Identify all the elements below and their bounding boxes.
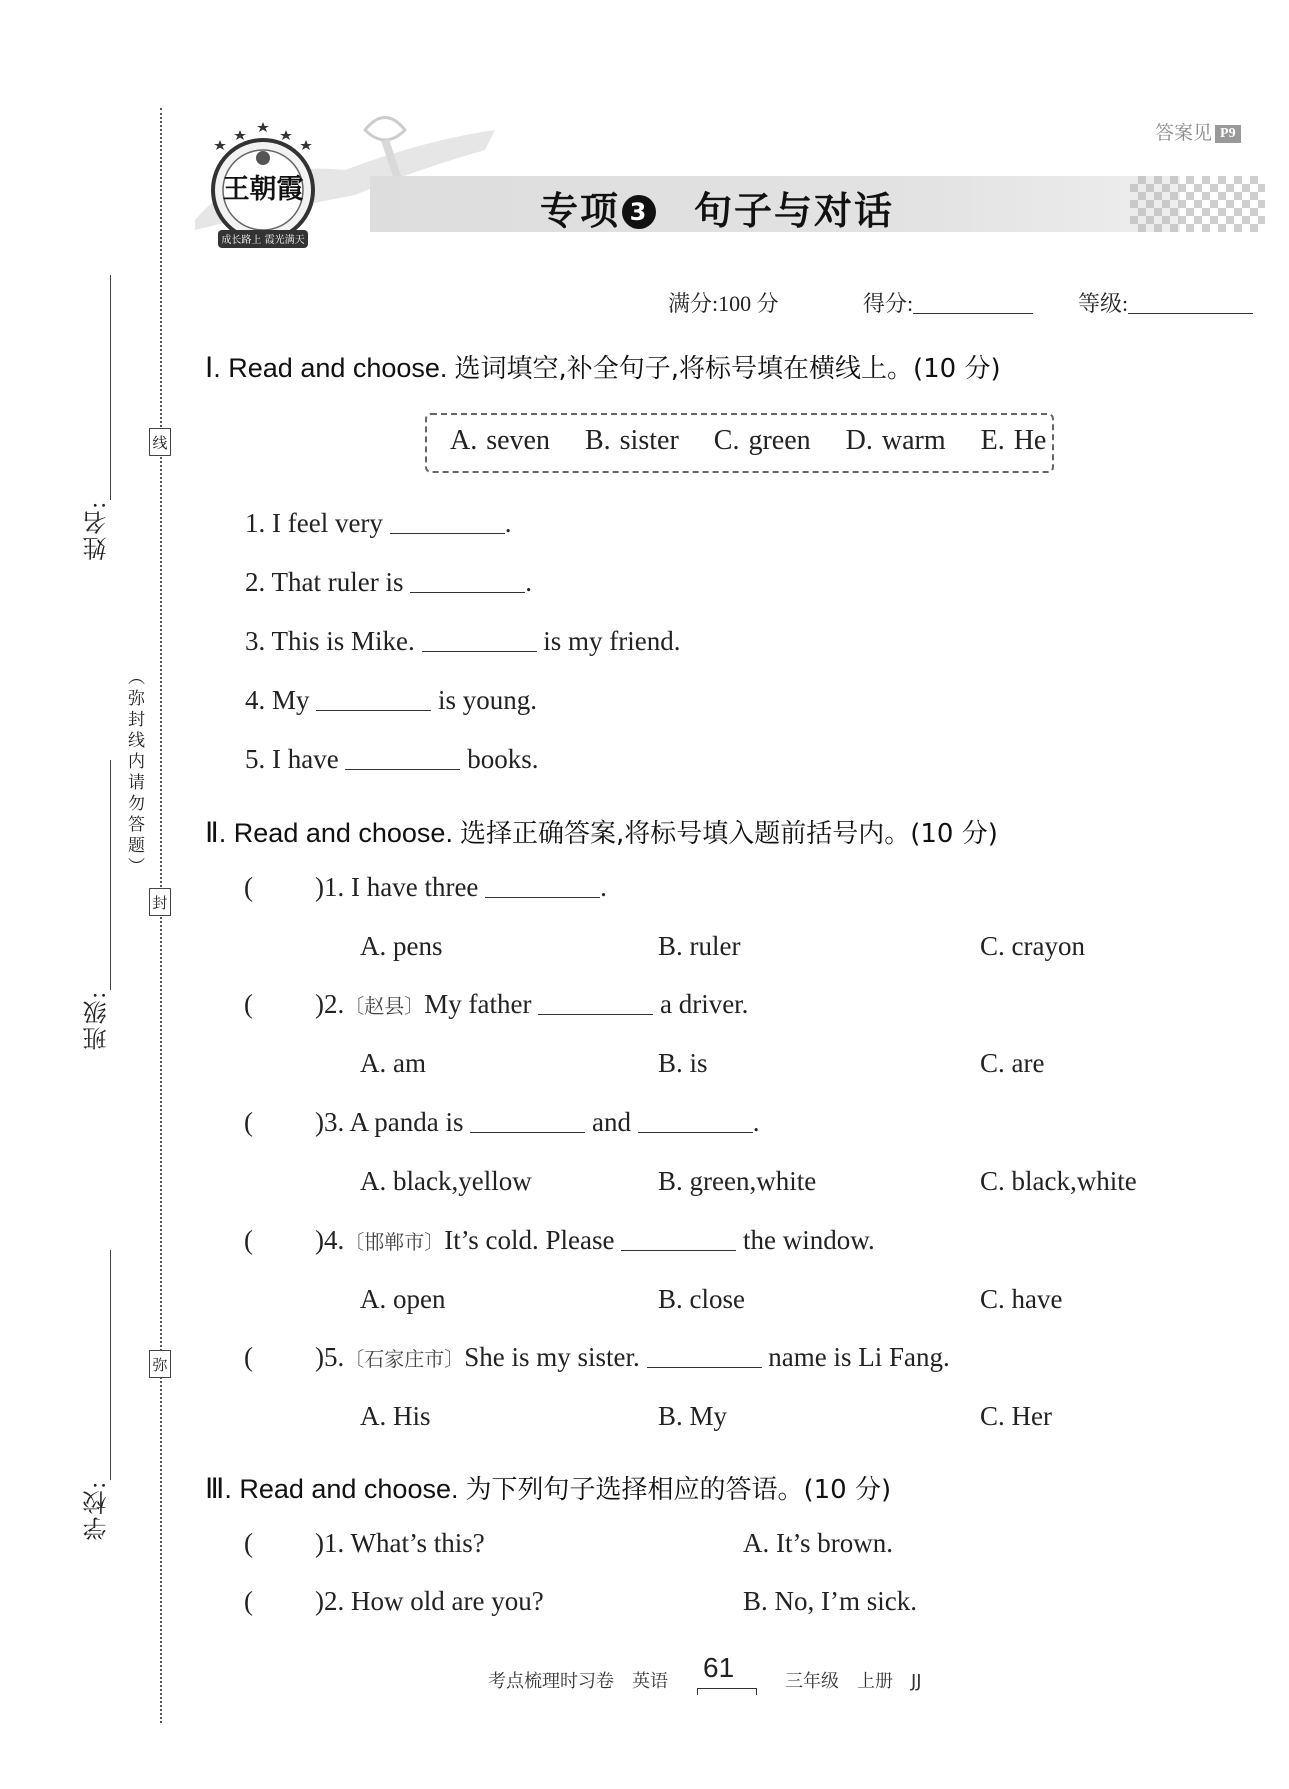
option-a: A. black,yellow — [360, 1166, 532, 1196]
question-text: My father — [424, 989, 532, 1019]
section2-en: . Read and choose. — [218, 818, 453, 848]
question-text: 2. How old are you? — [324, 1586, 544, 1616]
paren-open: ( — [244, 1225, 253, 1255]
option-b: B. green,white — [658, 1166, 817, 1196]
word-option: A. seven — [450, 425, 550, 456]
section-label: 专项 — [540, 189, 621, 233]
item-text: 1. I feel very — [245, 508, 383, 538]
s2-question-5 — [244, 1342, 950, 1373]
question-number: 3. — [324, 1107, 345, 1137]
question-text: name is Li Fang. — [768, 1342, 950, 1372]
s1-item-1 — [245, 508, 511, 539]
option-b: B. is — [658, 1048, 708, 1078]
option-a: A. pens — [360, 931, 443, 961]
school-label: 学校: — [85, 1480, 111, 1541]
s2-question-3 — [244, 1107, 760, 1138]
answer-blank[interactable] — [647, 1345, 762, 1368]
option-c: C. have — [980, 1284, 1063, 1314]
region-tag: 〔赵县〕 — [344, 994, 425, 1018]
s2-question-1 — [244, 872, 607, 903]
answer-blank[interactable] — [485, 875, 600, 898]
paren-close: ) — [315, 989, 324, 1019]
s3-question-2 — [244, 1586, 544, 1617]
score-got — [863, 287, 1033, 318]
section2-heading — [205, 813, 998, 850]
question-text: A panda is — [349, 1107, 464, 1137]
section1-zh: 选词填空,补全句子,将标号填在横线上。(10 分) — [454, 354, 1001, 384]
answer-blank[interactable] — [470, 1110, 585, 1133]
section1-roman: Ⅰ — [205, 353, 214, 384]
item-text: . — [525, 567, 532, 597]
answer-choice: A. It’s brown. — [743, 1528, 893, 1558]
item-text: 2. That ruler is — [245, 567, 404, 597]
option-a: A. open — [360, 1284, 446, 1314]
seal-mark-feng: 封 — [149, 888, 171, 916]
question-text: and — [592, 1107, 631, 1137]
paren-open: ( — [244, 1586, 253, 1616]
word-option: D. warm — [845, 425, 946, 456]
section2-roman: Ⅱ — [205, 818, 219, 849]
seal-warning: （弥封线内请勿答题） — [125, 668, 144, 878]
answer-blank[interactable] — [422, 629, 537, 652]
paren-close: ) — [315, 1107, 324, 1137]
question-text: I have three — [351, 872, 479, 902]
word-bank — [450, 425, 1046, 457]
option-b: B. close — [658, 1284, 745, 1314]
paren-open: ( — [244, 1342, 253, 1372]
s1-item-4 — [245, 685, 537, 716]
item-text: 4. My — [245, 685, 310, 715]
option-c: C. are — [980, 1048, 1045, 1078]
question-text: the window. — [742, 1225, 875, 1255]
seal-mark-mi: 弥 — [149, 1350, 171, 1378]
option-c: C. Her — [980, 1401, 1052, 1431]
footer-right: 三年级 上册 JJ — [785, 1671, 922, 1692]
word-option: C. green — [713, 425, 811, 456]
logo-name: 王朝霞 — [222, 174, 304, 205]
paren-open: ( — [244, 872, 253, 902]
page-number-bracket — [697, 1688, 757, 1695]
question-number: 5. — [324, 1342, 345, 1372]
section2-zh: 选择正确答案,将标号填入题前括号内。(10 分) — [459, 819, 998, 849]
s1-item-3 — [245, 626, 681, 657]
score-got-blank[interactable] — [913, 313, 1033, 314]
class-field[interactable] — [110, 760, 111, 990]
paren-close: ) — [315, 1342, 324, 1372]
item-text: . — [504, 508, 512, 538]
answer-blank[interactable] — [621, 1228, 736, 1251]
answer-reference — [1155, 118, 1241, 145]
section3-en: . Read and choose. — [224, 1474, 459, 1504]
banner-checker-pattern — [1130, 176, 1265, 232]
answer-blank[interactable] — [345, 747, 460, 770]
item-text: is my friend. — [543, 626, 681, 656]
paren-open: ( — [244, 989, 253, 1019]
item-text: 3. This is Mike. — [245, 626, 415, 656]
word-option: E. He — [980, 425, 1047, 456]
school-field[interactable] — [110, 1250, 111, 1480]
answer-blank[interactable] — [410, 570, 525, 593]
full-score: 满分:100 分 — [668, 291, 779, 316]
paren-close: ) — [315, 1586, 324, 1616]
logo-motto: 成长路上 霞光满天 — [221, 235, 305, 246]
seal-mark-line: 线 — [149, 428, 171, 456]
question-text: a driver. — [659, 989, 749, 1019]
paren-close: ) — [315, 872, 324, 902]
question-text: It’s cold. Please — [444, 1225, 615, 1255]
answer-blank[interactable] — [538, 992, 653, 1015]
section3-heading — [205, 1469, 891, 1506]
question-text: 1. What’s this? — [324, 1528, 485, 1558]
question-text: She is my sister. — [464, 1342, 640, 1372]
option-b: B. My — [658, 1401, 728, 1431]
grade-blank[interactable] — [1128, 313, 1253, 314]
class-label: 班级: — [85, 990, 111, 1051]
s1-item-5 — [245, 744, 538, 775]
s2-question-4 — [244, 1225, 875, 1256]
page-number: 61 — [703, 1652, 735, 1683]
section1-en: . Read and choose. — [213, 353, 448, 383]
section-number-badge: 3 — [622, 195, 656, 229]
option-a: A. His — [360, 1401, 431, 1431]
option-a: A. am — [360, 1048, 426, 1078]
section1-heading — [205, 348, 1001, 385]
question-text: . — [600, 872, 607, 902]
item-text: 5. I have — [245, 744, 339, 774]
brand-logo — [200, 112, 330, 262]
s3-question-1 — [244, 1528, 485, 1559]
s1-item-2 — [245, 567, 532, 598]
answer-blank[interactable] — [390, 511, 505, 534]
section3-zh: 为下列句子选择相应的答语。(10 分) — [465, 1475, 892, 1505]
answer-reference-label: 答案见 — [1155, 123, 1213, 144]
region-tag: 〔石家庄市〕 — [344, 1347, 465, 1371]
page-title — [540, 180, 894, 235]
grade-label: 等级: — [1078, 291, 1129, 316]
grade — [1078, 287, 1253, 318]
paren-open: ( — [244, 1107, 253, 1137]
paren-close: ) — [315, 1528, 324, 1558]
answer-page-tag: P9 — [1215, 125, 1241, 143]
section3-roman: Ⅲ — [205, 1474, 225, 1505]
s2-question-2 — [244, 989, 748, 1020]
question-number: 1. — [324, 872, 345, 902]
question-text: . — [752, 1107, 760, 1137]
name-field[interactable] — [110, 275, 111, 500]
paren-close: ) — [315, 1225, 324, 1255]
word-option: B. sister — [584, 425, 679, 456]
name-label: 姓名: — [85, 500, 111, 561]
region-tag: 〔邯郸市〕 — [344, 1230, 445, 1254]
answer-blank[interactable] — [638, 1110, 753, 1133]
title-text: 句子与对话 — [694, 189, 895, 233]
item-text: is young. — [438, 685, 538, 715]
option-c: C. black,white — [980, 1166, 1137, 1196]
score-got-label: 得分: — [863, 291, 914, 316]
item-text: books. — [467, 744, 539, 774]
option-c: C. crayon — [980, 931, 1085, 961]
footer-left: 考点梳理时习卷 英语 — [488, 1671, 668, 1692]
question-number: 2. — [324, 989, 345, 1019]
answer-blank[interactable] — [316, 688, 431, 711]
question-number: 4. — [324, 1225, 345, 1255]
option-b: B. ruler — [658, 931, 741, 961]
answer-choice: B. No, I’m sick. — [743, 1586, 917, 1616]
paren-open: ( — [244, 1528, 253, 1558]
